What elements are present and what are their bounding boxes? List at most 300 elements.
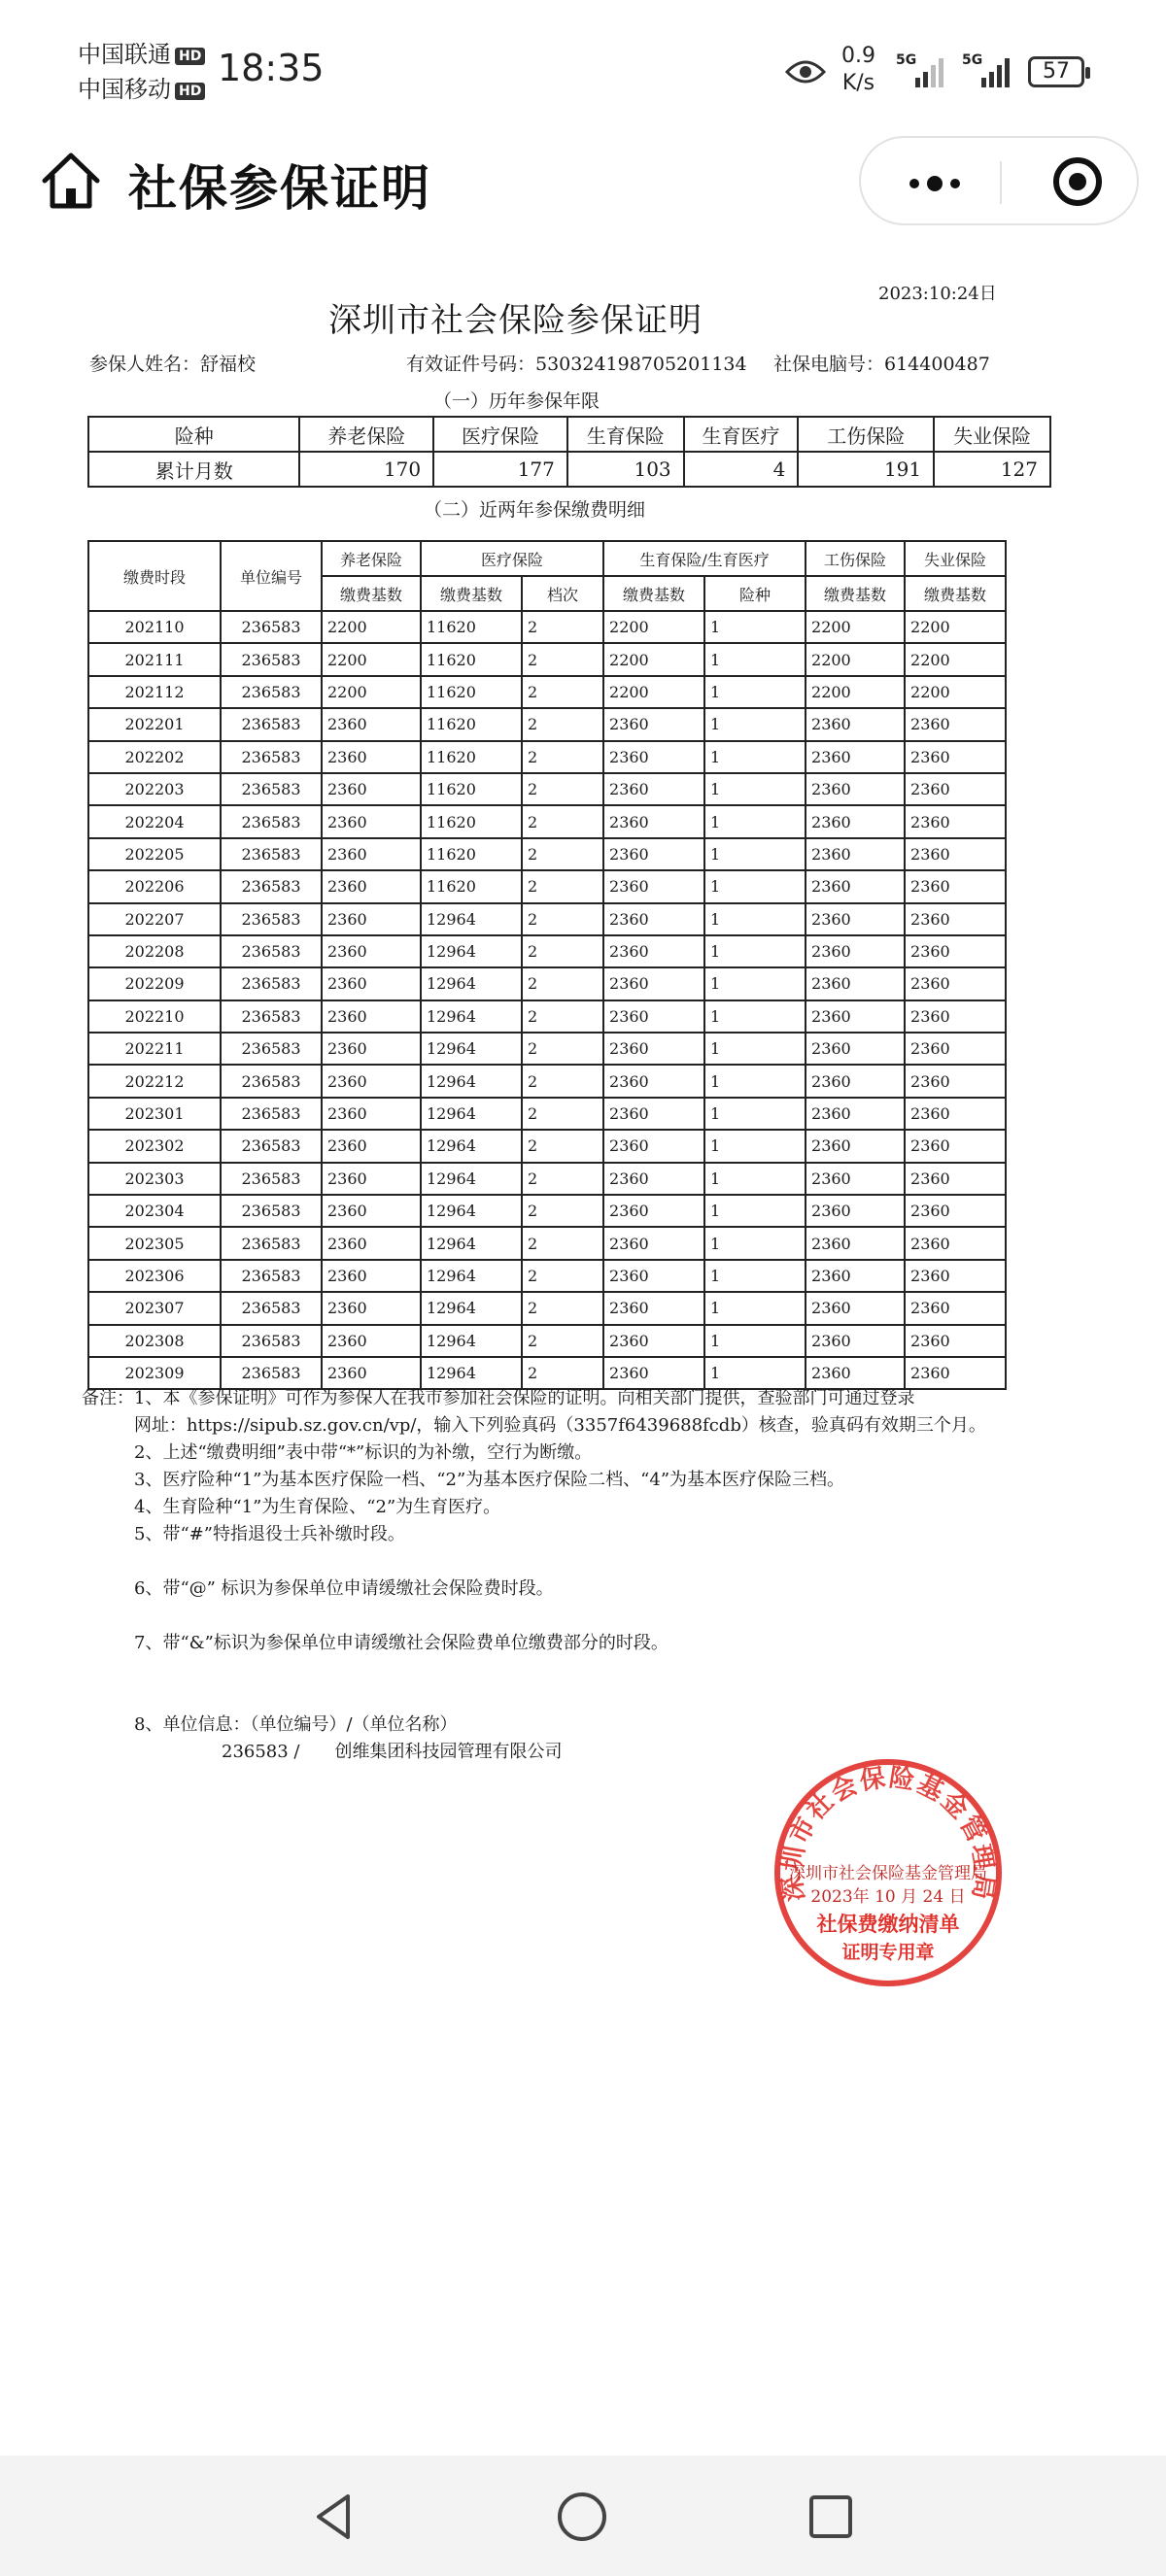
table-cell: 2360 [806,870,905,902]
period-cell: 202111 [88,643,221,675]
back-triangle-icon[interactable] [309,2491,361,2547]
table-cell: 236583 [221,805,322,837]
period-cell: 202305 [88,1227,221,1259]
table-cell: 2200 [322,611,421,643]
hd-badge: HD [175,83,205,100]
table-cell: 2360 [603,1325,704,1357]
table-cell: 2 [522,643,603,675]
table-cell: 1 [704,1227,806,1259]
table-cell: 2360 [806,1195,905,1227]
table-cell: 11620 [421,870,522,902]
table-row [88,1227,1006,1259]
table-cell: 236583 [221,1292,322,1324]
detail-table-body [88,611,1006,1389]
table-cell: 2 [522,611,603,643]
table-cell: 2360 [905,1033,1006,1065]
status-bar [0,0,1166,136]
table-cell: 2360 [322,903,421,935]
seal-ring-text: 深圳市社会保险基金管理局 [777,1763,999,1904]
summary-header: 生育保险 [567,417,684,452]
period-cell: 202309 [88,1357,221,1389]
remark-line: 5、带“#”特指退役士兵补缴时段。 [82,1524,405,1544]
table-cell: 2360 [603,773,704,805]
table-cell: 236583 [221,611,322,643]
table-cell: 2360 [322,935,421,967]
table-row [88,676,1006,708]
table-row [88,1325,1006,1357]
table-cell: 11620 [421,741,522,773]
table-cell: 2200 [806,676,905,708]
summary-header: 工伤保险 [798,417,934,452]
table-cell: 2360 [905,1130,1006,1162]
table-cell: 2360 [905,773,1006,805]
table-cell: 2360 [905,903,1006,935]
table-cell: 2360 [603,1000,704,1033]
period-cell: 202208 [88,935,221,967]
table-row [88,1033,1006,1065]
table-cell: 2 [522,1195,603,1227]
table-cell: 2360 [905,1098,1006,1130]
detail-header-row [88,541,1006,576]
table-cell: 2360 [322,1195,421,1227]
table-cell: 2360 [905,805,1006,837]
period-cell: 202206 [88,870,221,902]
detail-subheader: 险种 [704,576,806,611]
table-cell: 2 [522,1033,603,1065]
table-cell: 1 [704,741,806,773]
table-cell: 2360 [322,1000,421,1033]
table-cell: 1 [704,1130,806,1162]
table-row [88,1260,1006,1292]
period-cell: 202301 [88,1098,221,1130]
detail-header: 工伤保险 [806,541,905,576]
table-cell: 1 [704,676,806,708]
table-cell: 2360 [806,1227,905,1259]
table-cell: 1 [704,838,806,870]
table-cell: 12964 [421,1163,522,1195]
period-cell: 202112 [88,676,221,708]
table-cell: 2360 [603,708,704,740]
table-cell: 2360 [905,935,1006,967]
signal-type-1: 5G [896,52,917,68]
period-cell: 202201 [88,708,221,740]
summary-header-row [88,417,1050,452]
detail-header: 缴费时段 [88,541,221,611]
table-cell: 236583 [221,1130,322,1162]
table-cell: 2360 [322,1163,421,1195]
table-cell: 2360 [806,1325,905,1357]
table-cell: 2360 [806,903,905,935]
table-cell: 1 [704,1163,806,1195]
table-cell: 12964 [421,1227,522,1259]
table-cell: 2360 [603,1163,704,1195]
table-cell: 2360 [603,1227,704,1259]
table-cell: 1 [704,1065,806,1097]
summary-value: 170 [299,452,433,487]
table-cell: 236583 [221,708,322,740]
table-cell: 2200 [806,611,905,643]
period-cell: 202207 [88,903,221,935]
table-cell: 1 [704,903,806,935]
computer-number: 社保电脑号：614400487 [773,354,990,375]
id-number: 有效证件号码：530324198705201134 [406,354,747,375]
remark-line: 7、带“&”标识为参保单位申请缓缴社会保险费单位缴费部分的时段。 [82,1633,669,1653]
table-cell: 2 [522,1098,603,1130]
payment-detail-table [87,540,1007,1390]
table-cell: 2 [522,1163,603,1195]
table-cell: 2360 [806,1098,905,1130]
summary-header: 医疗保险 [433,417,567,452]
table-cell: 12964 [421,1000,522,1033]
title-bar [0,136,1166,243]
table-cell: 2360 [603,1065,704,1097]
table-cell: 1 [704,1357,806,1389]
remark-line: 网址：https://sipub.sz.gov.cn/vp/，输入下列验真码（3357f6439688fcdb）核查，验真码有效期三个月。 [82,1415,986,1436]
seal-line-3: 社保费缴纳清单 [816,1913,960,1936]
table-cell: 1 [704,1098,806,1130]
table-row [88,611,1006,643]
table-cell: 2200 [603,676,704,708]
table-cell: 2 [522,708,603,740]
network-speed [841,43,875,97]
period-cell: 202308 [88,1325,221,1357]
table-cell: 2360 [322,1357,421,1389]
table-row [88,708,1006,740]
detail-header: 医疗保险 [421,541,603,576]
table-cell: 2360 [322,1260,421,1292]
table-cell: 2200 [905,643,1006,675]
table-cell: 2 [522,1292,603,1324]
table-cell: 12964 [421,1260,522,1292]
table-cell: 2360 [322,1325,421,1357]
summary-table [87,416,1051,488]
remark-line: 6、带“@” 标识为参保单位申请缓缴社会保险费时段。 [82,1578,554,1599]
summary-value: 191 [798,452,934,487]
detail-header: 单位编号 [221,541,322,611]
table-cell: 236583 [221,1065,322,1097]
hd-badge: HD [175,48,205,65]
period-cell: 202303 [88,1163,221,1195]
table-cell: 2200 [603,643,704,675]
table-cell: 2360 [905,1260,1006,1292]
section-title-years: （一）历年参保年限 [433,390,600,412]
table-cell: 11620 [421,805,522,837]
remark-line: 4、生育险种“1”为生育保险、“2”为生育医疗。 [82,1497,501,1517]
table-cell: 2360 [603,1357,704,1389]
table-cell: 2360 [806,1163,905,1195]
table-cell: 2 [522,1325,603,1357]
detail-subheader: 缴费基数 [322,576,421,611]
table-cell: 236583 [221,838,322,870]
table-cell: 12964 [421,967,522,1000]
table-cell: 2360 [806,967,905,1000]
table-cell: 2360 [322,773,421,805]
table-cell: 236583 [221,676,322,708]
period-cell: 202210 [88,1000,221,1033]
table-cell: 2 [522,676,603,708]
period-cell: 202304 [88,1195,221,1227]
table-cell: 12964 [421,1033,522,1065]
table-cell: 12964 [421,1195,522,1227]
battery-icon: 57 [1028,56,1084,87]
table-cell: 11620 [421,643,522,675]
table-cell: 2200 [322,643,421,675]
table-cell: 236583 [221,1325,322,1357]
table-cell: 11620 [421,676,522,708]
certificate-document [0,253,1166,2098]
table-cell: 2 [522,1000,603,1033]
table-cell: 2360 [806,1260,905,1292]
table-cell: 236583 [221,773,322,805]
table-cell: 2360 [806,1033,905,1065]
table-cell: 236583 [221,643,322,675]
target-close-icon[interactable] [1051,155,1104,208]
signal-icon [962,54,1016,93]
table-cell: 2360 [905,1065,1006,1097]
table-cell: 2360 [322,1292,421,1324]
summary-value: 177 [433,452,567,487]
signal-icon [896,54,950,93]
table-cell: 2360 [905,870,1006,902]
table-row [88,1098,1006,1130]
table-row [88,741,1006,773]
table-cell: 2 [522,805,603,837]
table-cell: 2 [522,1065,603,1097]
table-cell: 2200 [322,676,421,708]
table-cell: 2360 [905,1357,1006,1389]
table-cell: 2 [522,741,603,773]
table-cell: 2360 [905,967,1006,1000]
insured-name: 参保人姓名：舒福校 [89,354,257,375]
table-cell: 2360 [322,1033,421,1065]
table-cell: 2360 [603,903,704,935]
table-cell: 2200 [905,611,1006,643]
table-cell: 2360 [322,708,421,740]
period-cell: 202204 [88,805,221,837]
table-row [88,1130,1006,1162]
table-cell: 1 [704,1195,806,1227]
table-cell: 2360 [806,773,905,805]
carrier-info [78,37,205,107]
table-cell: 2360 [905,708,1006,740]
table-cell: 2360 [806,708,905,740]
official-seal [772,1756,1005,1989]
table-cell: 2360 [905,1292,1006,1324]
remark-line: 8、单位信息：（单位编号）/（单位名称） [82,1714,458,1735]
detail-header: 生育保险/生育医疗 [603,541,806,576]
seal-date: 2023年 10 月 24 日 [810,1887,966,1907]
summary-row-label: 累计月数 [88,452,299,487]
table-cell: 1 [704,643,806,675]
period-cell: 202205 [88,838,221,870]
table-cell: 11620 [421,611,522,643]
table-cell: 1 [704,805,806,837]
table-row [88,1000,1006,1033]
table-cell: 2360 [322,967,421,1000]
period-cell: 202202 [88,741,221,773]
table-cell: 236583 [221,1195,322,1227]
period-cell: 202209 [88,967,221,1000]
table-cell: 11620 [421,838,522,870]
period-cell: 202212 [88,1065,221,1097]
table-cell: 2 [522,773,603,805]
table-cell: 1 [704,935,806,967]
table-cell: 1 [704,1325,806,1357]
table-row [88,838,1006,870]
table-cell: 12964 [421,903,522,935]
table-cell: 236583 [221,967,322,1000]
remark-line [82,1657,1112,1684]
table-cell: 2360 [603,1195,704,1227]
table-cell: 2360 [322,1098,421,1130]
table-cell: 2 [522,967,603,1000]
detail-subheader: 档次 [522,576,603,611]
table-cell: 2360 [905,1000,1006,1033]
table-cell: 236583 [221,870,322,902]
summary-header: 养老保险 [299,417,433,452]
table-cell: 12964 [421,1292,522,1324]
table-cell: 1 [704,611,806,643]
table-cell: 2360 [603,967,704,1000]
table-cell: 2360 [322,1227,421,1259]
table-cell: 2200 [905,676,1006,708]
table-cell: 236583 [221,741,322,773]
home-circle-icon[interactable] [556,2491,608,2547]
table-cell: 11620 [421,773,522,805]
table-cell: 2360 [806,1292,905,1324]
period-cell: 202211 [88,1033,221,1065]
table-cell: 2 [522,1227,603,1259]
table-row [88,773,1006,805]
detail-header: 失业保险 [905,541,1006,576]
recents-square-icon[interactable] [805,2491,857,2547]
table-cell: 2360 [603,1033,704,1065]
table-cell: 2360 [806,1000,905,1033]
table-cell: 2360 [905,741,1006,773]
detail-subheader: 缴费基数 [806,576,905,611]
table-cell: 1 [704,708,806,740]
home-icon[interactable] [39,150,103,216]
table-row [88,1195,1006,1227]
table-row [88,870,1006,902]
seal-line-4: 证明专用章 [841,1942,935,1963]
table-cell: 1 [704,967,806,1000]
seal-line-1: 深圳市社会保险基金管理局 [789,1864,987,1883]
table-cell: 2360 [322,838,421,870]
table-cell: 2360 [603,1130,704,1162]
table-cell: 2360 [806,1130,905,1162]
table-cell: 2 [522,870,603,902]
remark-line [82,1684,1112,1712]
detail-subheader: 缴费基数 [421,576,522,611]
table-cell: 236583 [221,935,322,967]
table-cell: 1 [704,1033,806,1065]
table-cell: 2360 [905,1195,1006,1227]
table-cell: 2360 [603,1098,704,1130]
table-cell: 2360 [905,838,1006,870]
table-cell: 2200 [603,611,704,643]
page-title: 社保参保证明 [128,160,431,217]
capsule-divider [1000,161,1002,204]
system-navigation-bar [0,2456,1166,2576]
detail-subheader: 缴费基数 [905,576,1006,611]
period-cell: 202307 [88,1292,221,1324]
table-cell: 2360 [322,1130,421,1162]
table-row [88,1163,1006,1195]
detail-subheader: 缴费基数 [603,576,704,611]
table-cell: 2360 [603,838,704,870]
table-cell: 2 [522,1357,603,1389]
table-cell: 236583 [221,1357,322,1389]
table-cell: 12964 [421,935,522,967]
table-cell: 236583 [221,903,322,935]
table-cell: 12964 [421,1130,522,1162]
table-cell: 236583 [221,1227,322,1259]
table-cell: 236583 [221,1000,322,1033]
section-title-details: （二）近两年参保缴费明细 [424,499,646,521]
table-cell: 1 [704,773,806,805]
carrier-1: 中国联通 [78,41,171,68]
table-cell: 2 [522,903,603,935]
table-cell: 2360 [603,805,704,837]
table-row [88,1292,1006,1324]
period-cell: 202203 [88,773,221,805]
table-cell: 2360 [905,1227,1006,1259]
remark-line [82,1603,1112,1630]
table-cell: 2360 [603,1260,704,1292]
table-cell: 12964 [421,1357,522,1389]
eye-icon [785,58,826,89]
table-cell: 2360 [806,1357,905,1389]
table-cell: 2360 [322,805,421,837]
table-cell: 12964 [421,1325,522,1357]
summary-value: 127 [934,452,1050,487]
issue-date: 2023:10:24日 [878,284,997,304]
table-cell: 236583 [221,1260,322,1292]
remark-line: 236583 / 创维集团科技园管理有限公司 [82,1742,563,1762]
speed-unit: K/s [841,71,875,95]
table-cell: 1 [704,870,806,902]
remark-line: 2、上述“缴费明细”表中带“*”标识的为补缴，空行为断缴。 [82,1442,593,1463]
detail-header: 养老保险 [322,541,421,576]
table-cell: 2 [522,1260,603,1292]
signal-type-2: 5G [962,52,983,68]
table-cell: 11620 [421,708,522,740]
mini-program-capsule [859,136,1139,225]
summary-values-row [88,452,1050,487]
remarks [82,1385,1112,1766]
table-cell: 236583 [221,1033,322,1065]
table-cell: 2360 [603,741,704,773]
table-cell: 2360 [806,1065,905,1097]
table-cell: 2360 [806,838,905,870]
remark-line: 备注：1、本《参保证明》可作为参保人在我市参加社会保险的证明。向相关部门提供，查验部门可通过登录 [82,1388,915,1408]
remark-line [82,1548,1112,1576]
more-dots-icon[interactable] [906,163,964,202]
table-cell: 12964 [421,1098,522,1130]
table-row [88,935,1006,967]
document-title: 深圳市社会保险参保证明 [328,301,703,340]
summary-value: 103 [567,452,684,487]
table-cell: 2360 [806,741,905,773]
summary-header: 失业保险 [934,417,1050,452]
table-cell: 236583 [221,1163,322,1195]
table-row [88,1065,1006,1097]
period-cell: 202302 [88,1130,221,1162]
period-cell: 202306 [88,1260,221,1292]
table-row [88,643,1006,675]
table-cell: 2360 [905,1325,1006,1357]
